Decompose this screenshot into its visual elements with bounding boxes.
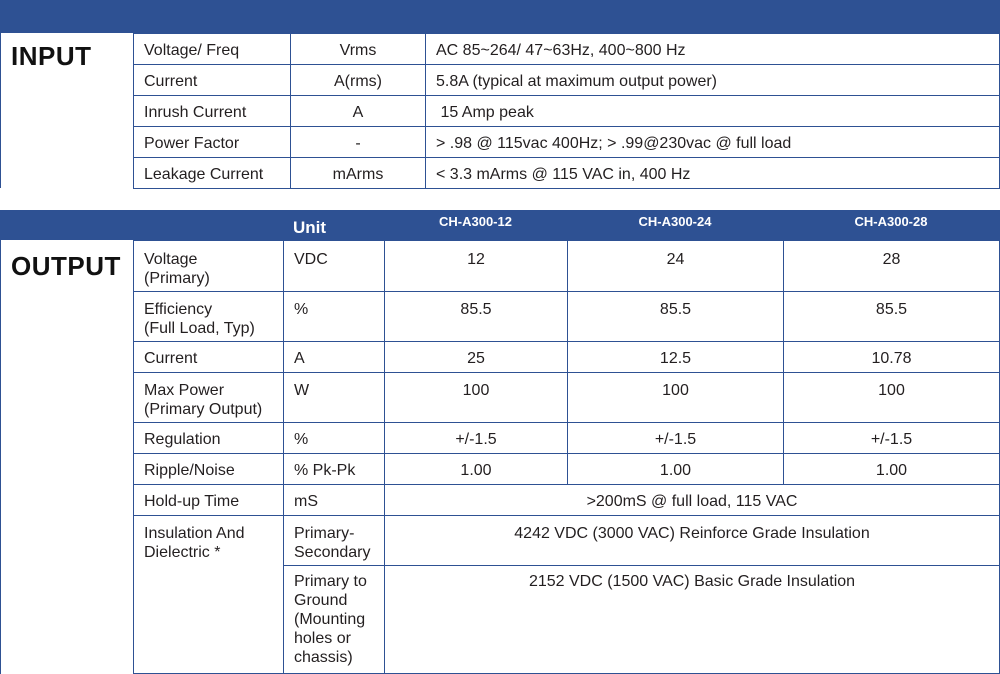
value-cell: +/-1.5 bbox=[385, 423, 568, 454]
output-unit-header: Unit bbox=[293, 218, 327, 237]
unit-line: holes or bbox=[294, 630, 351, 647]
unit-line: Secondary bbox=[294, 544, 371, 561]
table-row bbox=[134, 454, 1000, 485]
value-cell: 5.8A (typical at maximum output power) bbox=[426, 65, 1000, 96]
value-cell: 100 bbox=[568, 373, 784, 423]
table-row bbox=[134, 423, 1000, 454]
param-line: Efficiency bbox=[144, 301, 213, 318]
param-cell: Regulation bbox=[134, 423, 284, 454]
output-spec-table bbox=[133, 240, 1000, 674]
param-cell bbox=[134, 241, 284, 292]
value-cell: +/-1.5 bbox=[568, 423, 784, 454]
param-line: Insulation And bbox=[144, 525, 245, 542]
param-line: (Primary Output) bbox=[144, 401, 263, 418]
param-cell: Ripple/Noise bbox=[134, 454, 284, 485]
table-row bbox=[134, 342, 1000, 373]
input-section-title: INPUT bbox=[11, 41, 92, 71]
output-left-border bbox=[0, 240, 1, 674]
unit-cell: Vrms bbox=[291, 34, 426, 65]
table-row bbox=[134, 292, 1000, 342]
param-cell bbox=[134, 373, 284, 423]
param-cell bbox=[134, 516, 284, 674]
value-cell: 12 bbox=[385, 241, 568, 292]
model-header-1: CH-A300-12 bbox=[439, 214, 512, 229]
value-cell: 85.5 bbox=[568, 292, 784, 342]
table-row bbox=[134, 241, 1000, 292]
value-cell: 85.5 bbox=[385, 292, 568, 342]
param-cell: Leakage Current bbox=[134, 158, 291, 189]
unit-cell: VDC bbox=[284, 241, 385, 292]
param-cell bbox=[134, 292, 284, 342]
param-cell: Current bbox=[134, 342, 284, 373]
input-header-band bbox=[0, 0, 1000, 33]
param-line: (Primary) bbox=[144, 270, 210, 287]
unit-line: (Mounting bbox=[294, 611, 366, 628]
value-cell: 1.00 bbox=[385, 454, 568, 485]
value-cell: 28 bbox=[784, 241, 1000, 292]
value-cell: 4242 VDC (3000 VAC) Reinforce Grade Insulation bbox=[385, 516, 1000, 566]
unit-cell: mArms bbox=[291, 158, 426, 189]
unit-line: chassis) bbox=[294, 649, 353, 666]
param-cell: Hold-up Time bbox=[134, 485, 284, 516]
model-header-2: CH-A300-24 bbox=[638, 214, 712, 229]
input-spec-table bbox=[133, 33, 1000, 189]
value-cell: > .98 @ 115vac 400Hz; > .99@230vac @ full load bbox=[426, 127, 1000, 158]
table-row bbox=[134, 65, 1000, 96]
value-cell: 15 Amp peak bbox=[426, 96, 1000, 127]
value-cell: >200mS @ full load, 115 VAC bbox=[385, 485, 1000, 516]
param-line: Voltage bbox=[144, 251, 198, 268]
value-cell: 85.5 bbox=[784, 292, 1000, 342]
value-cell: 24 bbox=[568, 241, 784, 292]
unit-cell bbox=[284, 516, 385, 566]
value-cell: AC 85~264/ 47~63Hz, 400~800 Hz bbox=[426, 34, 1000, 65]
table-row bbox=[134, 158, 1000, 189]
unit-cell: % Pk-Pk bbox=[284, 454, 385, 485]
output-section-title: OUTPUT bbox=[11, 251, 121, 281]
param-cell: Current bbox=[134, 65, 291, 96]
value-cell: 12.5 bbox=[568, 342, 784, 373]
param-cell: Voltage/ Freq bbox=[134, 34, 291, 65]
unit-line: Primary to bbox=[294, 573, 367, 590]
value-cell: 100 bbox=[385, 373, 568, 423]
value-cell: < 3.3 mArms @ 115 VAC in, 400 Hz bbox=[426, 158, 1000, 189]
param-cell: Inrush Current bbox=[134, 96, 291, 127]
table-row bbox=[134, 485, 1000, 516]
input-left-border bbox=[0, 33, 1, 188]
value-cell: 10.78 bbox=[784, 342, 1000, 373]
value-cell: 25 bbox=[385, 342, 568, 373]
unit-cell: mS bbox=[284, 485, 385, 516]
table-row bbox=[134, 34, 1000, 65]
unit-line: Primary- bbox=[294, 525, 355, 542]
param-line: Dielectric * bbox=[144, 544, 221, 561]
param-line: Max Power bbox=[144, 382, 225, 399]
unit-cell: A bbox=[284, 342, 385, 373]
unit-cell: W bbox=[284, 373, 385, 423]
unit-cell: - bbox=[291, 127, 426, 158]
model-header-3: CH-A300-28 bbox=[854, 214, 928, 229]
unit-cell: % bbox=[284, 423, 385, 454]
value-cell: 2152 VDC (1500 VAC) Basic Grade Insulation bbox=[385, 566, 1000, 674]
table-row bbox=[134, 127, 1000, 158]
value-cell: 1.00 bbox=[568, 454, 784, 485]
value-cell: 1.00 bbox=[784, 454, 1000, 485]
table-row bbox=[134, 96, 1000, 127]
unit-cell bbox=[284, 566, 385, 674]
param-cell: Power Factor bbox=[134, 127, 291, 158]
table-row bbox=[134, 516, 1000, 566]
table-row bbox=[134, 373, 1000, 423]
unit-line: Ground bbox=[294, 592, 348, 609]
value-cell: 100 bbox=[784, 373, 1000, 423]
value-cell: +/-1.5 bbox=[784, 423, 1000, 454]
unit-cell: A bbox=[291, 96, 426, 127]
unit-cell: % bbox=[284, 292, 385, 342]
unit-cell: A(rms) bbox=[291, 65, 426, 96]
param-line: (Full Load, Typ) bbox=[144, 320, 255, 337]
